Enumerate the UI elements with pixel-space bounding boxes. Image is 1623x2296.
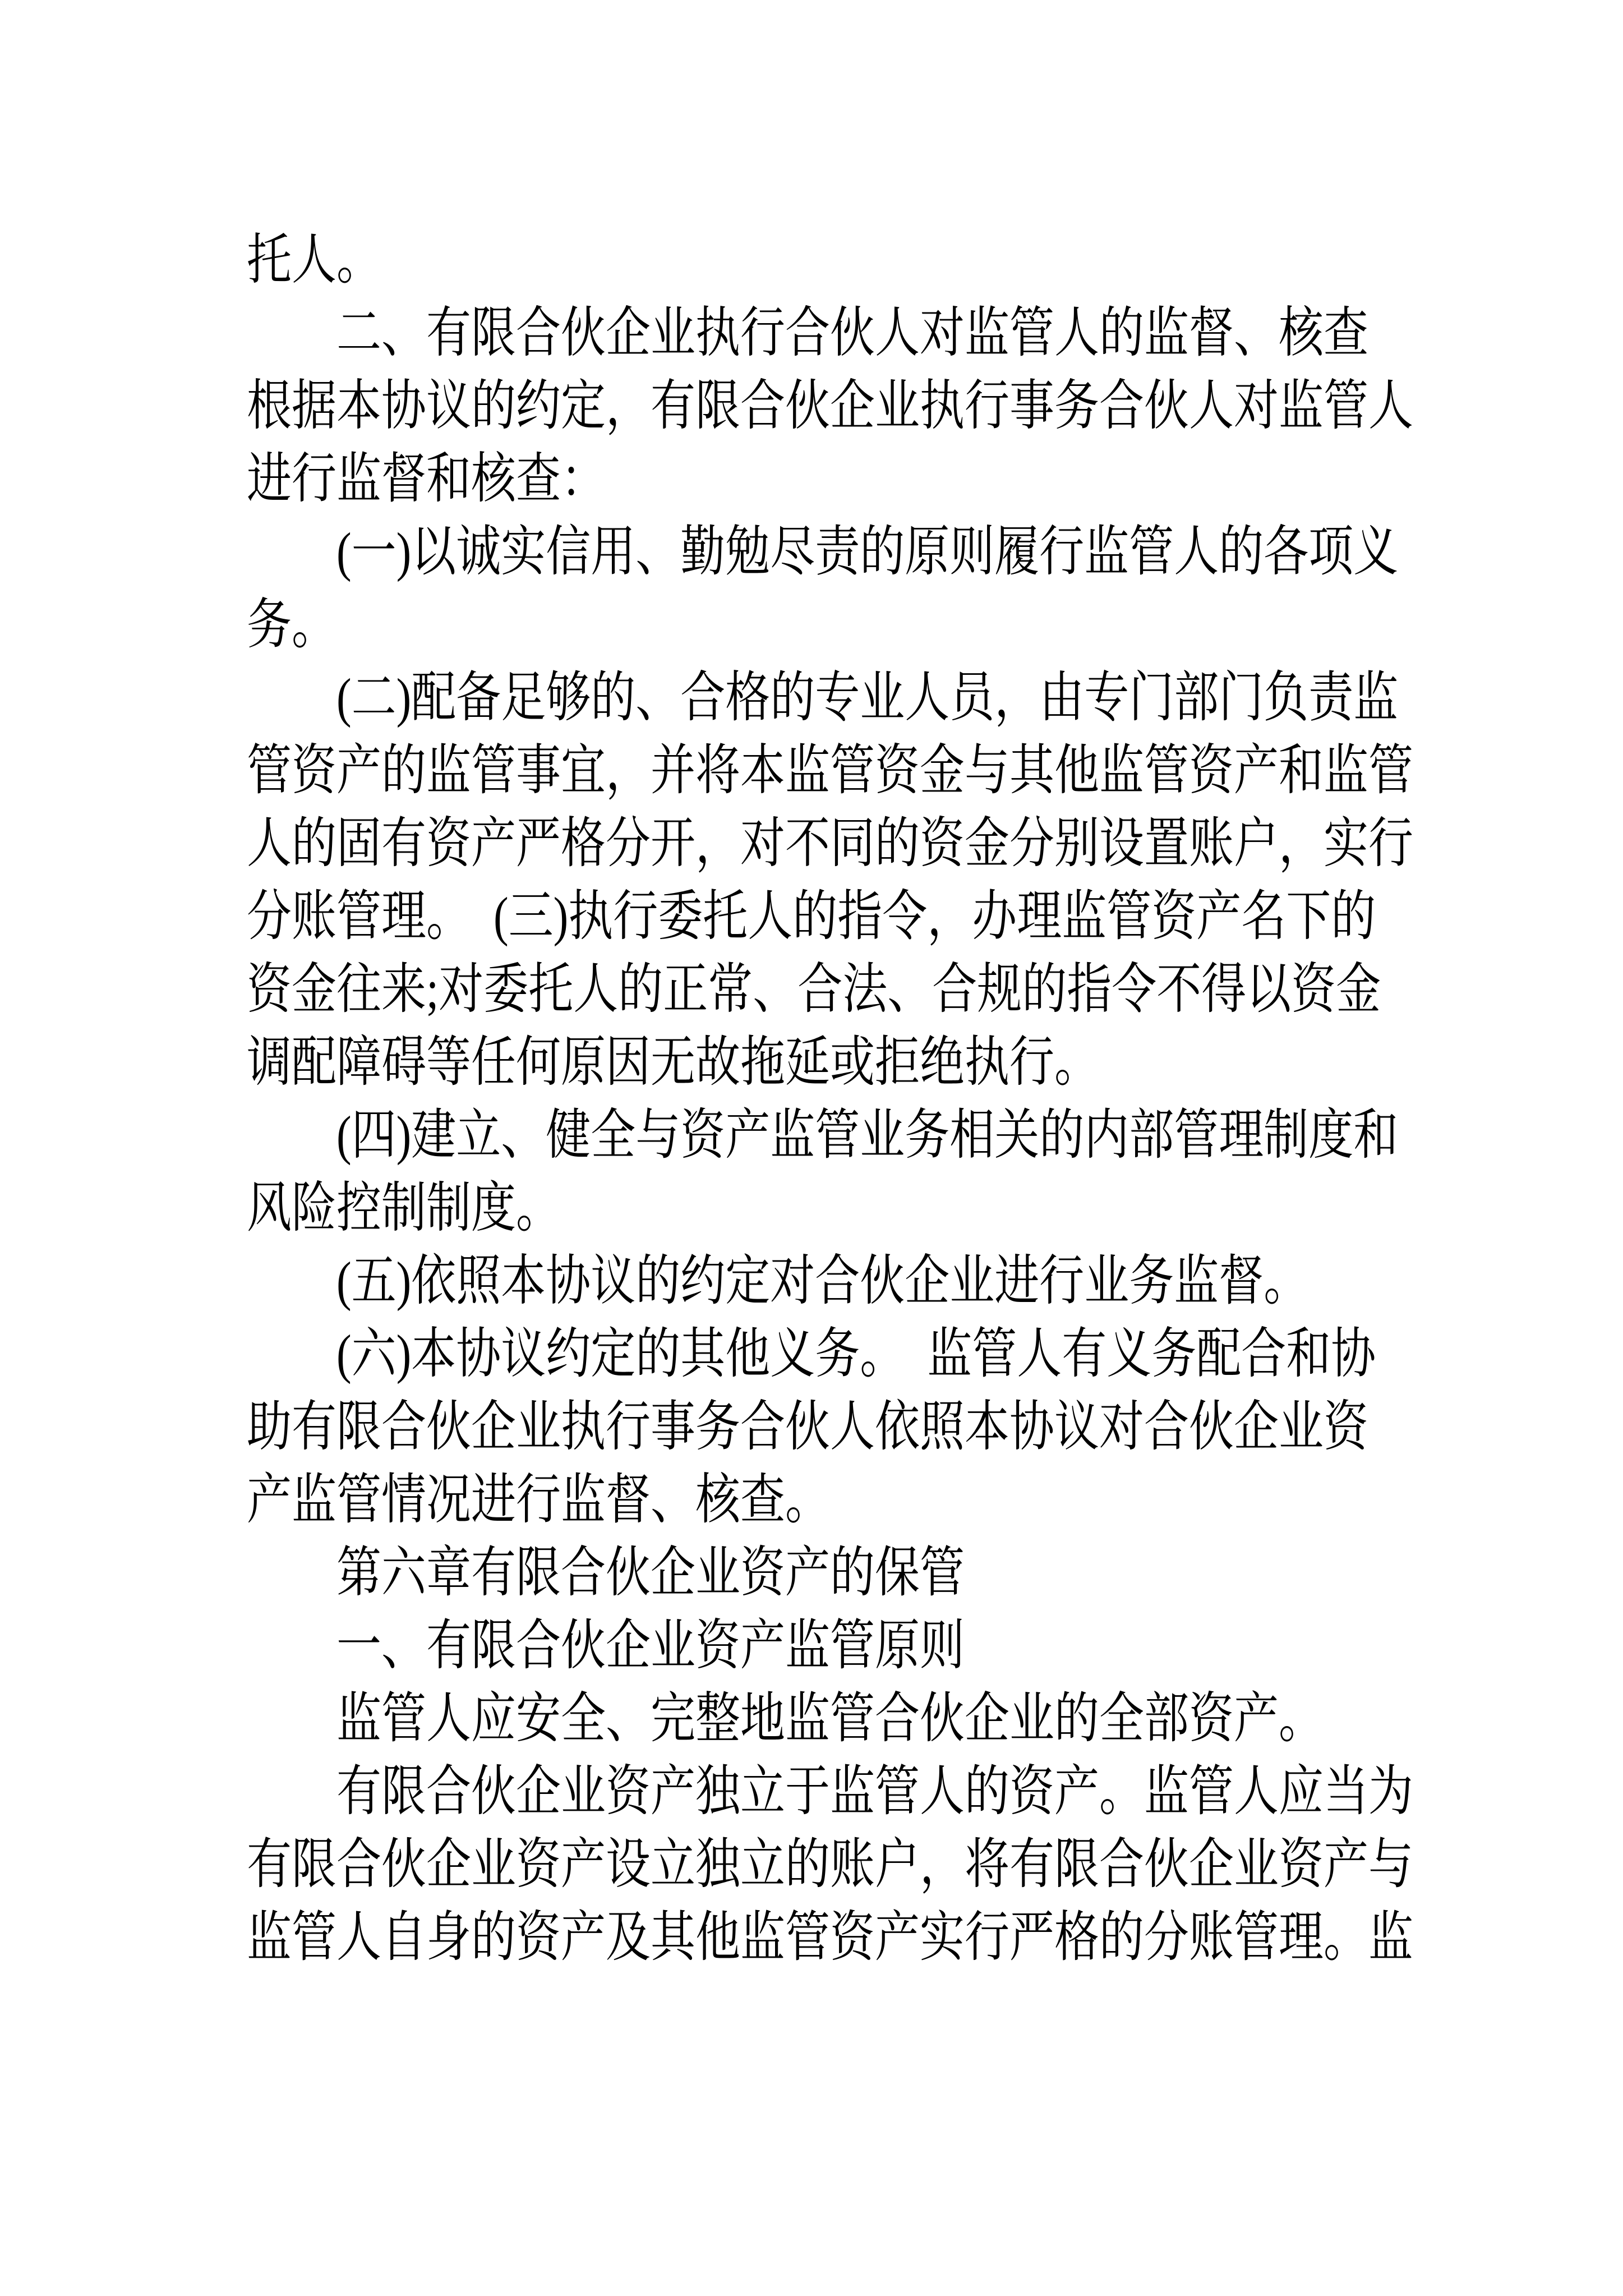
text-line: 资金往来;对委托人的正常、合法、合规的指令不得以资金 [247,960,1381,1020]
text-line: 助有限合伙企业执行事务合伙人依照本协议对合伙企业资 [247,1397,1368,1458]
text-line: 有限合伙企业资产设立独立的账户，将有限合伙企业资产与 [247,1835,1413,1895]
text-line: 进行监督和核查： [247,449,606,510]
text-line: (五)依照本协议的约定对合伙企业进行业务监督。 [336,1251,1309,1312]
text-line: (一)以诚实信用、勤勉尽责的原则履行监管人的各项义 [336,522,1399,583]
text-line: 产监管情况进行监督、核查。 [247,1470,830,1531]
text-line: 监管人自身的资产及其他监管资产实行严格的分账管理。监 [247,1908,1413,1968]
text-line: 一、有限合伙企业资产监管原则 [336,1616,965,1677]
text-line: 人的固有资产严格分开，对不同的资金分别设置账户，实行 [247,814,1413,875]
text-line: 调配障碍等任何原因无故拖延或拒绝执行。 [247,1033,1099,1093]
text-line: 风险控制制度。 [247,1179,561,1239]
text-line: 第六章有限合伙企业资产的保管 [336,1543,965,1604]
document-text-block [247,224,1419,1975]
text-line: 务。 [247,595,336,656]
text-line: (六)本协议约定的其他义务。 监管人有义务配合和协 [336,1324,1376,1385]
text-line: 管资产的监管事宜，并将本监管资金与其他监管资产和监管 [247,741,1413,802]
text-line: (四)建立、健全与资产监管业务相关的内部管理制度和 [336,1106,1399,1166]
text-line: 托人。 [247,231,381,291]
text-line: 二、有限合伙企业执行合伙人对监管人的监督、核查 [336,303,1368,364]
text-line: 监管人应安全、完整地监管合伙企业的全部资产。 [336,1689,1324,1750]
text-line: 根据本协议的约定，有限合伙企业执行事务合伙人对监管人 [247,376,1413,437]
text-line: 有限合伙企业资产独立于监管人的资产。监管人应当为 [336,1762,1413,1823]
text-line: 分账管理。 (三)执行委托人的指令，办理监管资产名下的 [247,887,1376,947]
text-line: (二)配备足够的、合格的专业人员，由专门部门负责监 [336,668,1399,729]
